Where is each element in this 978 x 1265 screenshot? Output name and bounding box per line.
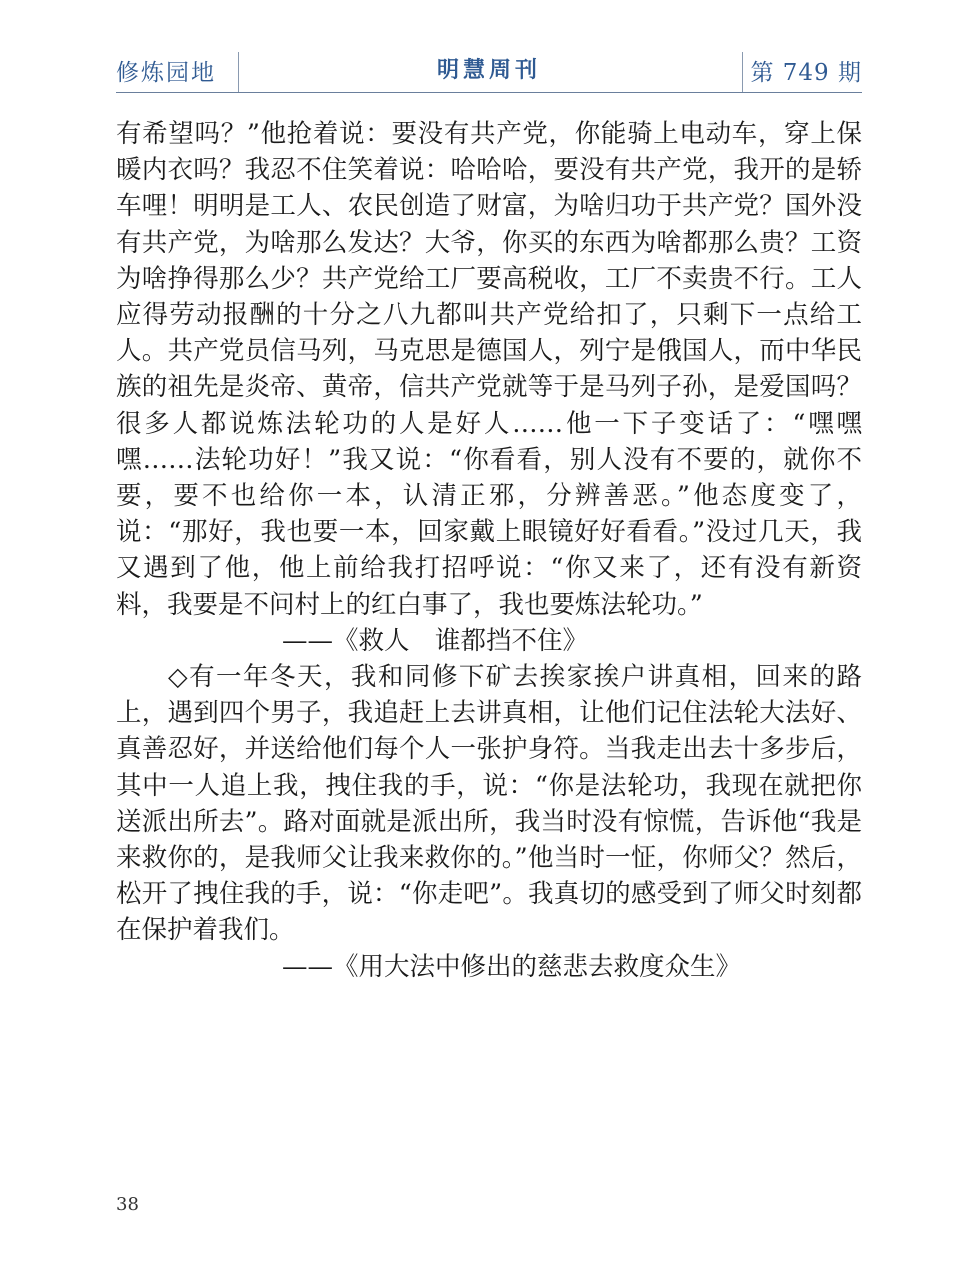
- issue-number: 第 749 期: [750, 60, 862, 86]
- article-body: [116, 116, 862, 985]
- publication-title: 明慧周刊: [436, 58, 541, 83]
- source-citation-1: ——《救人 谁都挡不住》: [282, 625, 589, 656]
- paragraph-2: ◇有一年冬天，我和同修下矿去挨家挨户讲真相，回来的路上，遇到四个男子，我追赶上去讲真相，让他们记住法轮大法好、真善忍好，并送给他们每个人一张护身符。当我走出去十多步后，其中一人追上我，拽住我的手，说：“你是法轮功，我现在就把你送派出所去”。路对面就是派出所，我当时没有惊慌，告诉他“我是来救你的，是我师父让我来救你的。”他当时一怔，你师父？然后，松开了拽住我的手，说：“你走吧”。我真切的感受到了师父时刻都在保护着我们。: [116, 662, 862, 946]
- source-citation-2: ——《用大法中修出的慈悲去救度众生》: [282, 951, 742, 982]
- header-divider-right: [742, 52, 743, 92]
- section-name: 修炼园地: [116, 60, 216, 86]
- paragraph-1: 有希望吗？”他抢着说：要没有共产党，你能骑上电动车，穿上保暖内衣吗？我忍不住笑着说：哈哈哈，要没有共产党，我开的是轿车哩！明明是工人、农民创造了财富，为啥归功于共产党？国外没有共产党，为啥那么发达？大爷，你买的东西为啥都那么贵？工资为啥挣得那么少？共产党给工厂要高税收，工厂不卖贵不行。工人应得劳动报酬的十分之八九都叫共产党给扣了，只剩下一点给工人。共产党员信马列，马克思是德国人，列宁是俄国人，而中华民族的祖先是炎帝、黄帝，信共产党就等于是马列子孙，是爱国吗？很多人都说炼法轮功的人是好人……他一下子变话了：“嘿嘿嘿……法轮功好！”我又说：“你看看，别人没有不要的，就你不要，要不也给你一本，认清正邪，分辨善恶。”他态度变了，说：“那好，我也要一本，回家戴上眼镜好好看看。”没过几天，我又遇到了他，他上前给我打招呼说：“你又来了，还有没有新资料，我要是不问村上的红白事了，我也要炼法轮功。”: [116, 119, 862, 620]
- page-header: [116, 50, 862, 93]
- page-number: 38: [116, 1194, 139, 1215]
